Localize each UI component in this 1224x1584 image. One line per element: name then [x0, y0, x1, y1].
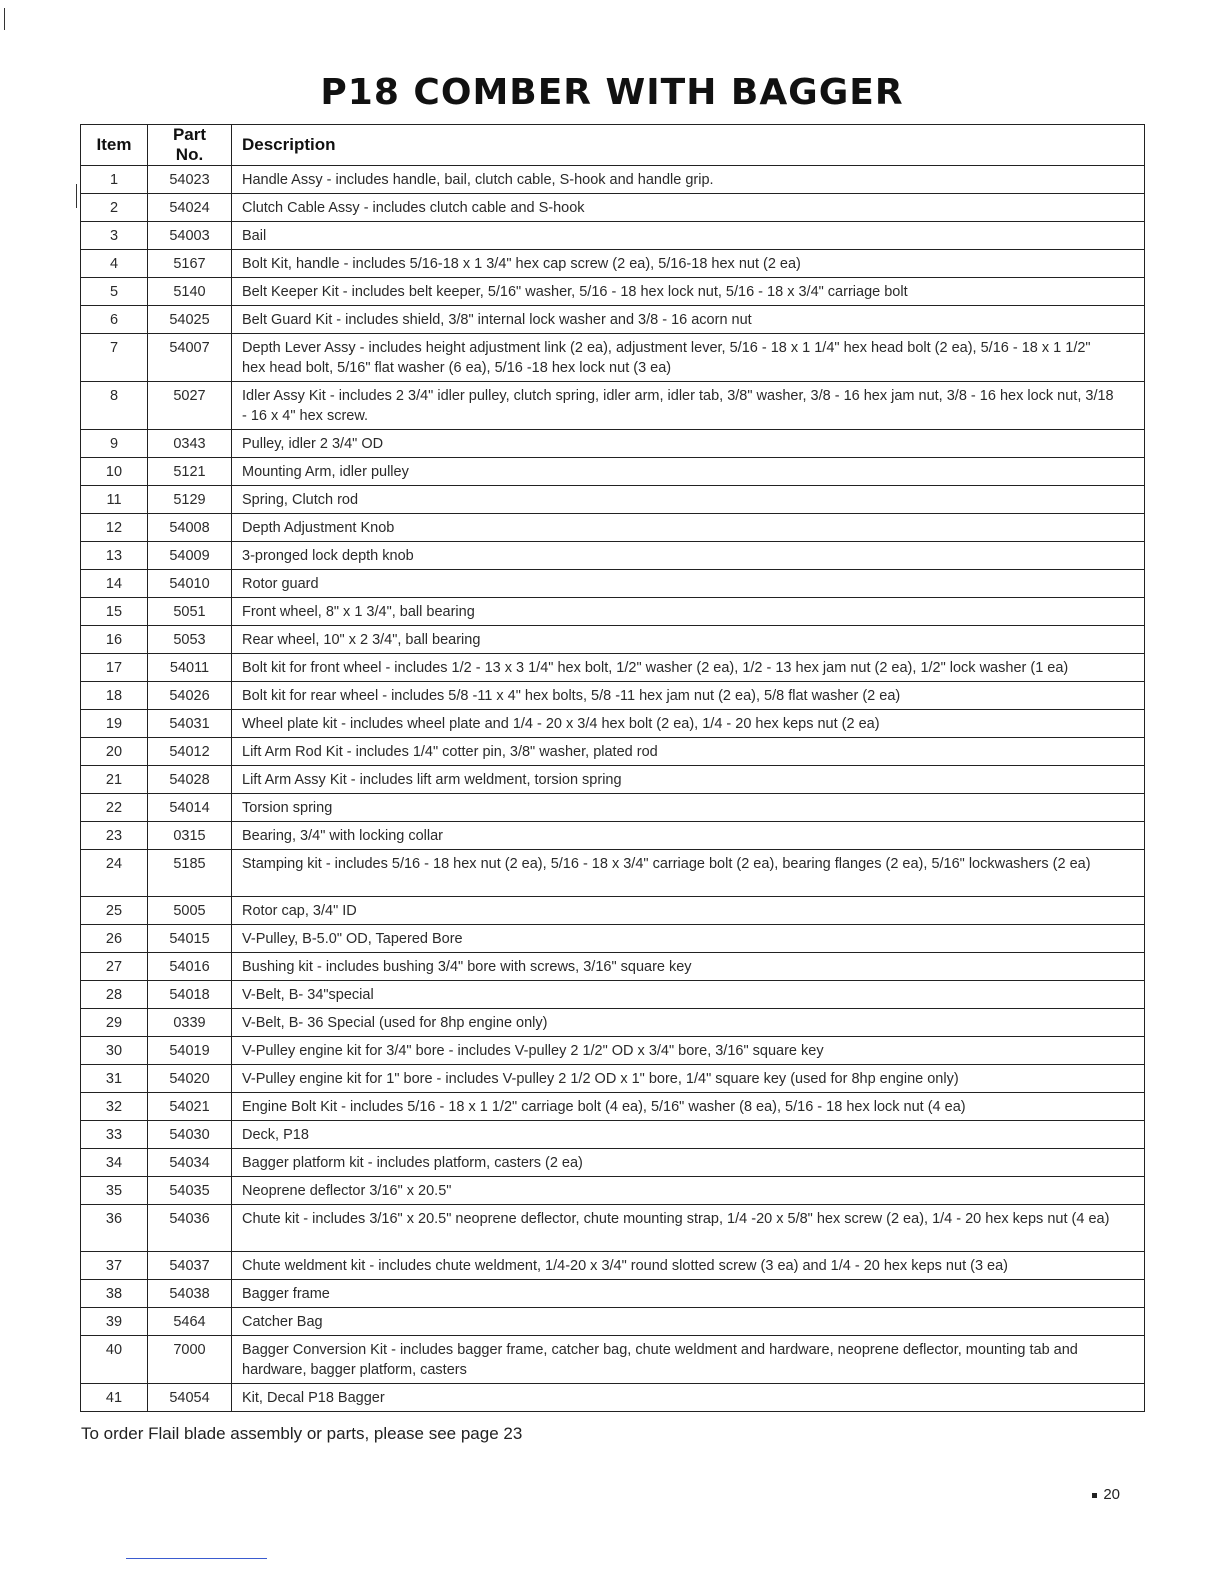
- table-row: [81, 430, 1145, 458]
- table-row: [81, 1121, 1145, 1149]
- table-row: [81, 682, 1145, 710]
- table-row: [81, 794, 1145, 822]
- description-cell: V-Belt, B- 34"special: [232, 981, 1145, 1009]
- table-row: [81, 953, 1145, 981]
- description-cell: Belt Guard Kit - includes shield, 3/8" internal lock washer and 3/8 - 16 acorn nut: [232, 306, 1145, 334]
- table-row: [81, 194, 1145, 222]
- part-number-cell: 54016: [148, 953, 232, 981]
- description-cell: Spring, Clutch rod: [232, 486, 1145, 514]
- column-header-part-no: Part No.: [148, 125, 232, 166]
- item-cell: 4: [81, 250, 148, 278]
- item-cell: 14: [81, 570, 148, 598]
- description-cell: Bearing, 3/4" with locking collar: [232, 822, 1145, 850]
- part-number-cell: 54023: [148, 166, 232, 194]
- table-row: [81, 1009, 1145, 1037]
- item-cell: 32: [81, 1093, 148, 1121]
- description-cell: Deck, P18: [232, 1121, 1145, 1149]
- description-cell: Bolt kit for front wheel - includes 1/2 - 13 x 3 1/4" hex bolt, 1/2" washer (2 ea), 1/2 - 13 hex jam nut (2 ea), 1/2" lock washer (1 ea): [232, 654, 1145, 682]
- table-row: [81, 1252, 1145, 1280]
- part-number-cell: 54009: [148, 542, 232, 570]
- scan-edge-mark: [4, 8, 5, 30]
- item-cell: 24: [81, 850, 148, 897]
- table-row: [81, 1205, 1145, 1252]
- table-row: [81, 1308, 1145, 1336]
- part-number-cell: 5027: [148, 382, 232, 430]
- description-cell: Depth Lever Assy - includes height adjustment link (2 ea), adjustment lever, 5/16 - 18 x 1 1/4" hex head bolt (2 ea), 5/16 - 18 x 1 1/2" hex head bolt, 5/16" flat washer (6 ea), 5/16 -18 hex lock nut (3 ea): [232, 334, 1145, 382]
- description-cell: Chute weldment kit - includes chute weldment, 1/4-20 x 3/4" round slotted screw (3 ea) and 1/4 - 20 hex keps nut (3 ea): [232, 1252, 1145, 1280]
- part-number-cell: 54014: [148, 794, 232, 822]
- description-cell: Torsion spring: [232, 794, 1145, 822]
- table-row: [81, 1065, 1145, 1093]
- part-number-cell: 54028: [148, 766, 232, 794]
- part-number-cell: 0343: [148, 430, 232, 458]
- table-row: [81, 334, 1145, 382]
- description-cell: Front wheel, 8" x 1 3/4", ball bearing: [232, 598, 1145, 626]
- description-cell: Catcher Bag: [232, 1308, 1145, 1336]
- page-number: [1092, 1486, 1120, 1503]
- item-cell: 31: [81, 1065, 148, 1093]
- description-cell: Depth Adjustment Knob: [232, 514, 1145, 542]
- item-cell: 29: [81, 1009, 148, 1037]
- part-number-cell: 5005: [148, 897, 232, 925]
- table-row: [81, 542, 1145, 570]
- description-cell: Bagger platform kit - includes platform, casters (2 ea): [232, 1149, 1145, 1177]
- item-cell: 22: [81, 794, 148, 822]
- description-cell: Bagger Conversion Kit - includes bagger frame, catcher bag, chute weldment and hardware, neoprene deflector, mounting tab and hardware, bagger platform, casters: [232, 1336, 1145, 1384]
- part-number-cell: 5053: [148, 626, 232, 654]
- description-cell: Bagger frame: [232, 1280, 1145, 1308]
- item-cell: 40: [81, 1336, 148, 1384]
- table-row: [81, 250, 1145, 278]
- footer-note: To order Flail blade assembly or parts, please see page 23: [81, 1424, 523, 1443]
- part-number-cell: 54015: [148, 925, 232, 953]
- table-row: [81, 278, 1145, 306]
- table-row: [81, 1093, 1145, 1121]
- part-number-cell: 54003: [148, 222, 232, 250]
- item-cell: 17: [81, 654, 148, 682]
- description-cell: V-Belt, B- 36 Special (used for 8hp engine only): [232, 1009, 1145, 1037]
- table-row: [81, 598, 1145, 626]
- table-row: [81, 925, 1145, 953]
- item-cell: 15: [81, 598, 148, 626]
- table-row: [81, 654, 1145, 682]
- part-number-cell: 54030: [148, 1121, 232, 1149]
- item-cell: 33: [81, 1121, 148, 1149]
- table-row: [81, 850, 1145, 897]
- page-title: P18 COMBER WITH BAGGER: [320, 72, 904, 113]
- item-cell: 11: [81, 486, 148, 514]
- table-row: [81, 458, 1145, 486]
- table-row: [81, 166, 1145, 194]
- item-cell: 6: [81, 306, 148, 334]
- table-row: [81, 570, 1145, 598]
- item-cell: 39: [81, 1308, 148, 1336]
- description-cell: Engine Bolt Kit - includes 5/16 - 18 x 1 1/2" carriage bolt (4 ea), 5/16" washer (8 ea), 5/16 - 18 hex lock nut (4 ea): [232, 1093, 1145, 1121]
- table-row: [81, 738, 1145, 766]
- description-cell: Wheel plate kit - includes wheel plate and 1/4 - 20 x 3/4 hex bolt (2 ea), 1/4 - 20 hex keps nut (2 ea): [232, 710, 1145, 738]
- part-number-cell: 5185: [148, 850, 232, 897]
- part-number-cell: 5129: [148, 486, 232, 514]
- description-cell: Stamping kit - includes 5/16 - 18 hex nut (2 ea), 5/16 - 18 x 3/4" carriage bolt (2 ea), bearing flanges (2 ea), 5/16" lockwashers (2 ea): [232, 850, 1145, 897]
- part-number-cell: 54020: [148, 1065, 232, 1093]
- part-number-cell: 54010: [148, 570, 232, 598]
- table-row: [81, 766, 1145, 794]
- item-cell: 41: [81, 1384, 148, 1412]
- description-cell: Bolt Kit, handle - includes 5/16-18 x 1 3/4" hex cap screw (2 ea), 5/16-18 hex nut (2 ea): [232, 250, 1145, 278]
- column-header-description: Description: [232, 125, 1145, 166]
- table-row: [81, 514, 1145, 542]
- part-number-cell: 54036: [148, 1205, 232, 1252]
- item-cell: 10: [81, 458, 148, 486]
- bottom-rule: [126, 1558, 267, 1559]
- item-cell: 19: [81, 710, 148, 738]
- description-cell: Rear wheel, 10" x 2 3/4", ball bearing: [232, 626, 1145, 654]
- description-cell: Idler Assy Kit - includes 2 3/4" idler pulley, clutch spring, idler arm, idler tab, 3/8" washer, 3/8 - 16 hex jam nut, 3/8 - 16 hex lock nut, 3/18 - 16 x 4" hex screw.: [232, 382, 1145, 430]
- table-row: [81, 822, 1145, 850]
- table-row: [81, 710, 1145, 738]
- part-number-cell: 54011: [148, 654, 232, 682]
- item-cell: 23: [81, 822, 148, 850]
- description-cell: Mounting Arm, idler pulley: [232, 458, 1145, 486]
- table-row: [81, 981, 1145, 1009]
- item-cell: 16: [81, 626, 148, 654]
- part-number-cell: 54035: [148, 1177, 232, 1205]
- description-cell: Kit, Decal P18 Bagger: [232, 1384, 1145, 1412]
- part-number-cell: 54008: [148, 514, 232, 542]
- part-number-cell: 54026: [148, 682, 232, 710]
- part-number-cell: 5051: [148, 598, 232, 626]
- description-cell: Lift Arm Assy Kit - includes lift arm weldment, torsion spring: [232, 766, 1145, 794]
- table-row: [81, 1280, 1145, 1308]
- item-cell: 8: [81, 382, 148, 430]
- table-row: [81, 486, 1145, 514]
- item-cell: 21: [81, 766, 148, 794]
- item-cell: 9: [81, 430, 148, 458]
- description-cell: 3-pronged lock depth knob: [232, 542, 1145, 570]
- page-number-value: 20: [1103, 1486, 1120, 1503]
- description-cell: V-Pulley engine kit for 3/4" bore - includes V-pulley 2 1/2" OD x 3/4" bore, 3/16" square key: [232, 1037, 1145, 1065]
- table-row: [81, 306, 1145, 334]
- item-cell: 35: [81, 1177, 148, 1205]
- table-row: [81, 1037, 1145, 1065]
- part-number-cell: 54019: [148, 1037, 232, 1065]
- table-row: [81, 1149, 1145, 1177]
- part-number-cell: 54025: [148, 306, 232, 334]
- table-row: [81, 222, 1145, 250]
- scan-edge-mark: [76, 184, 77, 208]
- item-cell: 3: [81, 222, 148, 250]
- bullet-icon: [1092, 1493, 1097, 1498]
- item-cell: 37: [81, 1252, 148, 1280]
- description-cell: Chute kit - includes 3/16" x 20.5" neoprene deflector, chute mounting strap, 1/4 -20 x 5/8" hex screw (2 ea), 1/4 - 20 hex keps nut (4 ea): [232, 1205, 1145, 1252]
- item-cell: 28: [81, 981, 148, 1009]
- part-number-cell: 54021: [148, 1093, 232, 1121]
- part-number-cell: 54018: [148, 981, 232, 1009]
- table-row: [81, 897, 1145, 925]
- part-number-cell: 54037: [148, 1252, 232, 1280]
- description-cell: Rotor guard: [232, 570, 1145, 598]
- part-number-cell: 0315: [148, 822, 232, 850]
- part-number-cell: 54038: [148, 1280, 232, 1308]
- part-number-cell: 54024: [148, 194, 232, 222]
- description-cell: Bail: [232, 222, 1145, 250]
- description-cell: Lift Arm Rod Kit - includes 1/4" cotter pin, 3/8" washer, plated rod: [232, 738, 1145, 766]
- item-cell: 26: [81, 925, 148, 953]
- item-cell: 38: [81, 1280, 148, 1308]
- part-number-cell: 5121: [148, 458, 232, 486]
- item-cell: 34: [81, 1149, 148, 1177]
- part-number-cell: 5464: [148, 1308, 232, 1336]
- table-row: [81, 1177, 1145, 1205]
- description-cell: Rotor cap, 3/4" ID: [232, 897, 1145, 925]
- description-cell: Bolt kit for rear wheel - includes 5/8 -11 x 4" hex bolts, 5/8 -11 hex jam nut (2 ea), 5/8 flat washer (2 ea): [232, 682, 1145, 710]
- item-cell: 20: [81, 738, 148, 766]
- item-cell: 30: [81, 1037, 148, 1065]
- item-cell: 2: [81, 194, 148, 222]
- description-cell: Handle Assy - includes handle, bail, clutch cable, S-hook and handle grip.: [232, 166, 1145, 194]
- part-number-cell: 7000: [148, 1336, 232, 1384]
- parts-table: [80, 124, 1145, 1412]
- table-row: [81, 1336, 1145, 1384]
- part-number-cell: 5167: [148, 250, 232, 278]
- part-number-cell: 5140: [148, 278, 232, 306]
- part-number-cell: 0339: [148, 1009, 232, 1037]
- description-cell: Neoprene deflector 3/16" x 20.5": [232, 1177, 1145, 1205]
- item-cell: 1: [81, 166, 148, 194]
- part-number-cell: 54031: [148, 710, 232, 738]
- table-header-row: [81, 125, 1145, 166]
- part-number-cell: 54054: [148, 1384, 232, 1412]
- item-cell: 18: [81, 682, 148, 710]
- column-header-item: Item: [81, 125, 148, 166]
- part-number-cell: 54007: [148, 334, 232, 382]
- description-cell: Belt Keeper Kit - includes belt keeper, 5/16" washer, 5/16 - 18 hex lock nut, 5/16 - 18 x 3/4" carriage bolt: [232, 278, 1145, 306]
- item-cell: 36: [81, 1205, 148, 1252]
- table-row: [81, 626, 1145, 654]
- description-cell: Bushing kit - includes bushing 3/4" bore with screws, 3/16" square key: [232, 953, 1145, 981]
- parts-table-body: [81, 166, 1145, 1412]
- table-row: [81, 1384, 1145, 1412]
- description-cell: Clutch Cable Assy - includes clutch cable and S-hook: [232, 194, 1145, 222]
- table-row: [81, 382, 1145, 430]
- description-cell: Pulley, idler 2 3/4" OD: [232, 430, 1145, 458]
- item-cell: 12: [81, 514, 148, 542]
- part-number-cell: 54012: [148, 738, 232, 766]
- item-cell: 25: [81, 897, 148, 925]
- item-cell: 5: [81, 278, 148, 306]
- item-cell: 13: [81, 542, 148, 570]
- description-cell: V-Pulley, B-5.0" OD, Tapered Bore: [232, 925, 1145, 953]
- description-cell: V-Pulley engine kit for 1" bore - includes V-pulley 2 1/2 OD x 1" bore, 1/4" square key (used for 8hp engine only): [232, 1065, 1145, 1093]
- item-cell: 27: [81, 953, 148, 981]
- item-cell: 7: [81, 334, 148, 382]
- part-number-cell: 54034: [148, 1149, 232, 1177]
